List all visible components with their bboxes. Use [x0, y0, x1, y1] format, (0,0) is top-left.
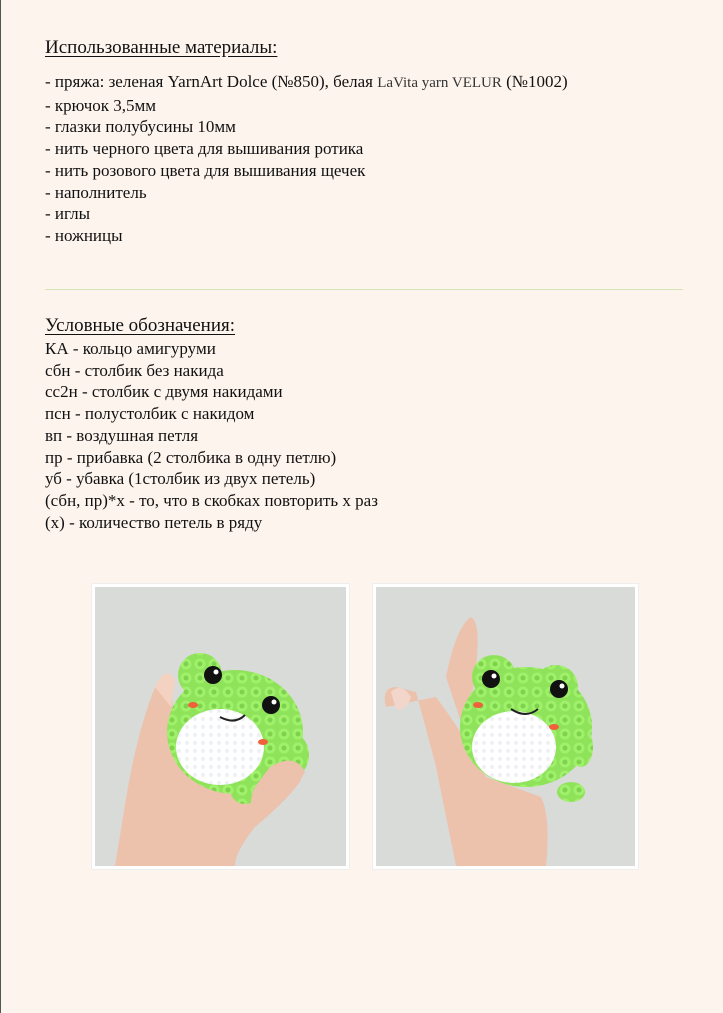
yarn-brand: LaVita yarn VELUR — [377, 75, 502, 91]
legend-item: уб - убавка (1столбик из двух петель) — [45, 469, 316, 489]
frog-photo-left-image — [95, 587, 346, 866]
legend-item: КА - кольцо амигуруми — [45, 339, 216, 358]
materials-yarn-line — [45, 71, 568, 95]
materials-item: - ножницы — [45, 225, 123, 245]
materials-section — [45, 36, 568, 247]
legend-item: вп - воздушная петля — [45, 425, 199, 445]
legend-item: (сбн, пр)*х - то, что в скобках повторить х раз — [45, 490, 378, 510]
legend-item: пр - прибавка (2 столбика в одну петлю) — [45, 447, 337, 467]
materials-heading: Использованные материалы: — [45, 37, 278, 58]
yarn-prefix: - пряжа: зеленая YarnArt Dolce (№850), белая — [45, 72, 378, 91]
legend-item: сс2н - столбик с двумя накидами — [45, 382, 283, 402]
section-divider — [45, 289, 683, 290]
page-left-border — [0, 0, 1, 1013]
materials-item: - иглы — [45, 204, 91, 224]
materials-item: - нить черного цвета для вышивания ротика — [45, 139, 364, 159]
legend-item: (х) - количество петель в ряду — [45, 512, 263, 532]
materials-item: - наполнитель — [45, 182, 147, 202]
frog-photo-left — [92, 584, 349, 869]
legend-heading: Условные обозначения: — [45, 315, 236, 336]
frog-photo-right — [373, 584, 638, 869]
frog-photo-right-image — [376, 587, 635, 866]
materials-item: - нить розового цвета для вышивания щечек — [45, 160, 366, 180]
materials-item: - крючок 3,5мм — [45, 95, 157, 115]
materials-item: - глазки полубусины 10мм — [45, 117, 236, 137]
legend-section — [45, 314, 378, 533]
legend-item: сбн - столбик без накида — [45, 360, 224, 380]
legend-item: псн - полустолбик с накидом — [45, 404, 255, 424]
yarn-suffix: (№1002) — [501, 72, 568, 91]
